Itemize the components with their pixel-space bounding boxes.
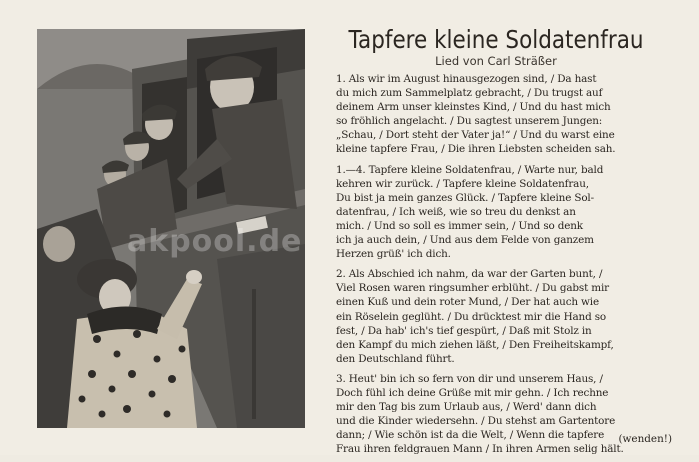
chorus [321,163,671,262]
verse-line: so fröhlich angelacht. / Du sagtest unserem Jungen: [336,115,603,128]
verse-line: 3. Heut' bin ich so fern von dir und unserem Haus, / [336,372,603,385]
verse-line: Frau ihren feldgrauen Mann / In ihren Armen selig hält. [336,443,624,456]
verse-line: deinem Arm unser kleinstes Kind, / Und du hast mich [336,101,611,114]
song-text [321,24,671,462]
verse-1 [321,72,671,157]
chorus-line: ich ja auch dein, / Und aus dem Felde von ganzem [336,234,594,247]
chorus-line: kehren wir zurück. / Tapfere kleine Soldatenfrau, [336,177,589,190]
verse-line: Doch fühl ich deine Grüße mit mir gehn. / Ich rechne [336,386,609,399]
verse-line: und die Kinder wiedersehn. / Du stehst am Gartentore [336,415,616,428]
verse-line: „Schau, / Dort steht der Vater ja!“ / Und du warst eine [336,129,615,142]
turn-over-note: (wenden!) [618,433,672,445]
watermark: akpool.de [127,224,303,259]
song-title: Tapfere kleine Soldatenfrau [348,25,644,54]
verse-line: den Kampf du mich ziehen läßt, / Den Freiheitskampf, [336,338,614,351]
chorus-line: mich. / Und so soll es immer sein, / Und so denk [336,219,583,232]
photograph [37,29,305,428]
verse-line: den Deutschland führt. [336,352,455,365]
song-subtitle: Lied von Carl Sträßer [435,54,557,68]
verse-line: mir den Tag bis zum Urlaub aus, / Werd' dann dich [336,401,597,414]
verse-line: Viel Rosen waren ringsumher erblüht. / Du gabst mir [336,282,609,295]
verse-line: du mich zum Sammelplatz gebracht, / Du trugst auf [336,87,603,100]
chorus-line: datenfrau, / Ich weiß, wie so treu du denkst an [336,205,576,218]
chorus-line: Du bist ja mein ganzes Glück. / Tapfere kleine Sol- [336,191,594,204]
verse-line: einen Kuß und dein roter Mund, / Der hat auch wie [336,296,599,309]
verse-line: ein Röselein geglüht. / Du drücktest mir die Hand so [336,310,607,323]
verse-line: fest, / Da hab' ich's tief gespürt, / Daß mit Stolz in [336,324,592,337]
chorus-line: 1.—4. Tapfere kleine Soldatenfrau, / Warte nur, bald [336,163,604,176]
verse-line: 2. Als Abschied ich nahm, da war der Garten bunt, / [336,268,603,281]
verse-line: dann; / Wie schön ist da die Welt, / Wenn die tapfere [336,429,605,442]
soldiers-train-farewell-photo [37,29,305,428]
verse-2 [321,267,671,366]
verse-line: kleine tapfere Frau, / Die ihren Liebsten scheiden sah. [336,143,616,156]
verse-line: 1. Als wir im August hinausgezogen sind, / Da hast [336,73,597,85]
chorus-line: Herzen grüß' ich dich. [336,248,451,261]
